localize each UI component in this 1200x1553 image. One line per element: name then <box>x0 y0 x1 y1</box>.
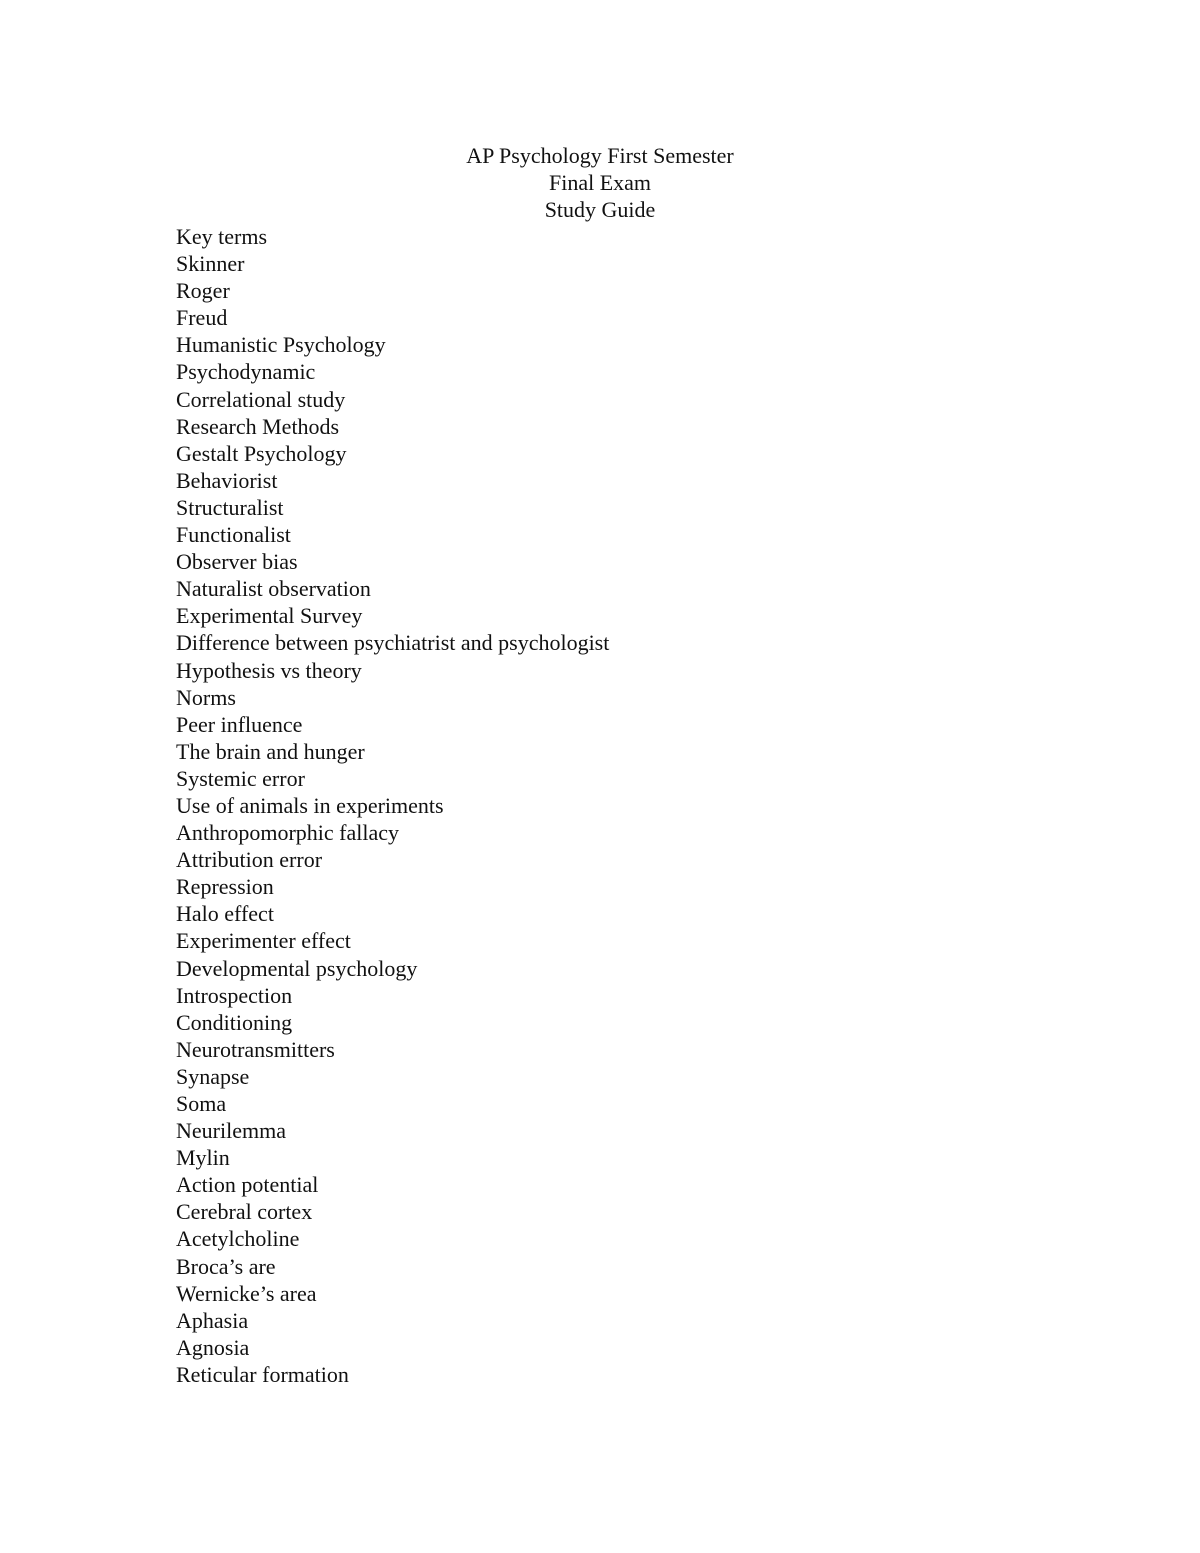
term-item: Aphasia <box>176 1307 249 1333</box>
key-terms-heading: Key terms <box>176 224 268 249</box>
term-item: Action potential <box>176 1172 319 1198</box>
term-item: Neurilemma <box>176 1118 286 1144</box>
term-item: Synapse <box>176 1063 250 1089</box>
term-item: Observer bias <box>176 549 298 575</box>
document-title <box>0 142 1200 223</box>
title-line-course: AP Psychology First Semester <box>466 143 734 168</box>
term-item: Repression <box>176 874 274 900</box>
term-item: Reticular formation <box>176 1361 349 1387</box>
term-item: Difference between psychiatrist and psychologist <box>176 630 610 656</box>
term-item: Norms <box>176 684 236 710</box>
term-item: Experimental Survey <box>176 603 363 629</box>
term-item: Mylin <box>176 1145 230 1171</box>
term-item: Hypothesis vs theory <box>176 657 362 683</box>
term-item: Agnosia <box>176 1334 250 1360</box>
term-item: Soma <box>176 1091 227 1116</box>
term-item: Conditioning <box>176 1009 293 1035</box>
term-item: Behaviorist <box>176 467 278 493</box>
term-item: Broca’s are <box>176 1253 276 1279</box>
term-item: Developmental psychology <box>176 955 418 981</box>
term-item: Humanistic Psychology <box>176 332 386 358</box>
term-item: Attribution error <box>176 847 323 873</box>
term-item: Research Methods <box>176 413 340 439</box>
term-item: Correlational study <box>176 386 346 412</box>
term-item: Gestalt Psychology <box>176 440 347 466</box>
term-item: Systemic error <box>176 765 305 791</box>
term-item: Naturalist observation <box>176 576 371 602</box>
title-line-guide: Study Guide <box>544 197 656 222</box>
term-item: Acetylcholine <box>176 1226 300 1252</box>
term-item: Psychodynamic <box>176 359 316 385</box>
key-terms-list <box>176 223 609 1388</box>
term-item: Peer influence <box>176 711 303 737</box>
term-item: Freud <box>176 305 228 331</box>
term-item: Cerebral cortex <box>176 1199 313 1225</box>
term-item: Structuralist <box>176 494 284 520</box>
term-item: Experimenter effect <box>176 928 351 954</box>
term-item: Functionalist <box>176 522 291 548</box>
term-item: The brain and hunger <box>176 738 365 764</box>
term-item: Wernicke’s area <box>176 1280 317 1306</box>
term-item: Halo effect <box>176 901 274 927</box>
term-item: Anthropomorphic fallacy <box>176 820 399 846</box>
term-item: Neurotransmitters <box>176 1036 335 1062</box>
term-item: Roger <box>176 278 230 304</box>
term-item: Skinner <box>176 251 245 277</box>
term-item: Introspection <box>176 982 293 1008</box>
term-item: Use of animals in experiments <box>176 792 444 818</box>
title-line-exam: Final Exam <box>548 170 652 195</box>
